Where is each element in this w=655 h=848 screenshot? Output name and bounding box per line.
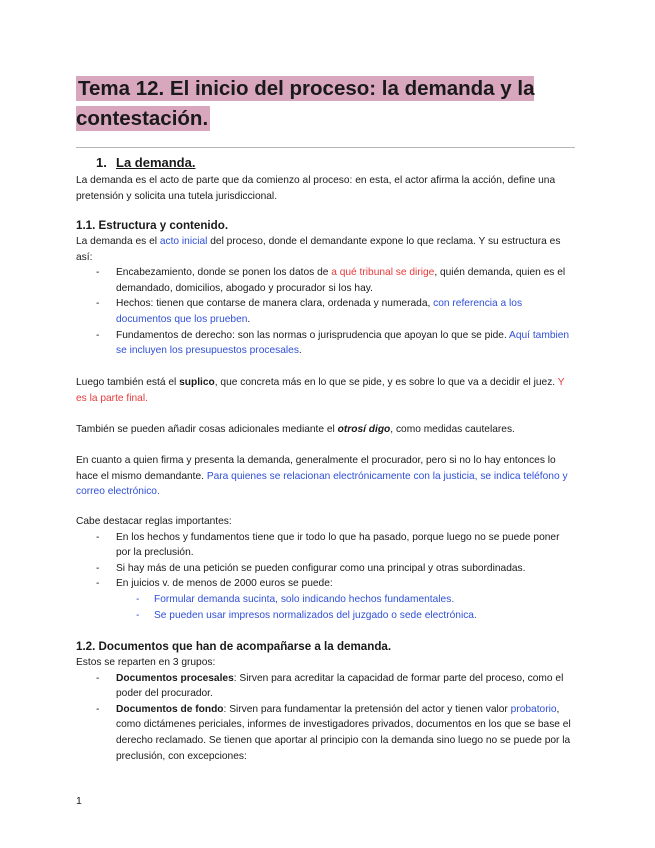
paragraph-highlight: Para quienes se relacionan electrónicamente con la justicia, se indica teléfono y correo electrónico.: [76, 470, 568, 498]
rules-block: [76, 514, 576, 623]
subsection-1-1-intro: [76, 234, 576, 265]
list-item: [76, 702, 576, 764]
list-item: [76, 576, 576, 623]
firma-paragraph-block: [76, 453, 576, 500]
suplico-paragraph-block: [76, 375, 576, 406]
suplico-paragraph: [76, 375, 576, 406]
section-1-heading: [96, 155, 195, 170]
page-number: 1: [76, 795, 82, 807]
item-highlight: probatorio: [510, 703, 557, 715]
subsection-1-1: [76, 218, 576, 359]
otrosi-term: otrosí digo: [337, 424, 391, 435]
item-term: Documentos procesales: [116, 672, 234, 684]
list-item: [76, 328, 576, 359]
paragraph-text: También se pueden añadir cosas adicionales mediante el: [76, 424, 338, 435]
item-text-end: .: [298, 345, 302, 357]
subsection-1-1-heading: 1.1. Estructura y contenido.: [76, 219, 229, 232]
documents-list: [76, 671, 576, 765]
item-text: : Sirven para acreditar la capacidad de formar parte del proceso, como el poder del procurador.: [116, 672, 564, 700]
section-1-intro: La demanda es el acto de parte que da comienzo al proceso: en esta, el actor afirma la acción, define una pretensión y solicita una tutela jurisdiccional.: [76, 175, 556, 202]
intro-text-end: del proceso, donde el demandante expone lo que reclama. Y su estructura es así:: [76, 236, 561, 263]
paragraph-text: , como medidas cautelares.: [390, 424, 515, 435]
section-1-title: La demanda.: [116, 155, 196, 170]
list-item: [76, 265, 576, 296]
item-text: Hechos: tienen que contarse de manera clara, ordenada y numerada,: [116, 298, 434, 310]
otrosi-paragraph-block: [76, 422, 576, 438]
rules-intro: Cabe destacar reglas importantes:: [76, 516, 232, 527]
subrules-list: [116, 592, 576, 623]
structure-list: [76, 265, 576, 359]
firma-paragraph: [76, 453, 576, 500]
otrosi-paragraph: [76, 422, 576, 438]
item-text-end: , quién demanda, quien es el demandado, domicilios, abogado y procurador si los hay.: [116, 267, 566, 294]
item-text: : Sirven para fundamentar la pretensión del actor y tienen valor: [223, 703, 511, 715]
list-item: - En los hechos y fundamentos tiene que ir todo lo que ha pasado, porque luego no se puede poner por la preclusión.: [76, 530, 576, 561]
subsection-1-2-heading: 1.2. Documentos que han de acompañarse a la demanda.: [76, 640, 392, 653]
paragraph-text: Luego también está el: [76, 377, 180, 388]
list-item: - Si hay más de una petición se pueden configurar como una principal y otras subordinadas.: [76, 561, 576, 577]
item-text: En juicios v. de menos de 2000 euros se puede:: [116, 578, 333, 590]
item-text-end: , como dictámenes periciales, informes de investigadores privados, documentos en los que se base el derecho reclamado. Se tienen que aportar al principio con la demanda sino luego no se puede por la preclusión, con excepciones:: [116, 703, 571, 762]
intro-highlight: acto inicial: [159, 236, 208, 247]
intro-text: La demanda es el: [76, 236, 160, 247]
rules-list: [76, 530, 576, 624]
item-text: Encabezamiento, donde se ponen los datos de: [116, 267, 332, 279]
sublist-item: - Formular demanda sucinta, solo indicando hechos fundamentales.: [116, 592, 576, 608]
page-title: [76, 74, 576, 134]
title-highlight: Tema 12. El inicio del proceso: la demanda y la contestación.: [76, 77, 535, 130]
section-1-intro-block: [76, 173, 576, 204]
item-text-end: .: [247, 313, 251, 325]
list-item: [76, 296, 576, 327]
section-1-number: 1.: [96, 155, 107, 170]
suplico-term: suplico: [179, 377, 215, 388]
title-divider: [76, 147, 575, 148]
paragraph-highlight: Y es la parte final.: [76, 377, 565, 404]
item-text: Fundamentos de derecho: son las normas o jurisprudencia que apoyan lo que se pide.: [116, 329, 510, 341]
subsection-1-2-intro: Estos se reparten en 3 grupos:: [76, 657, 216, 668]
sublist-item: - Se pueden usar impresos normalizados del juzgado o sede electrónica.: [116, 608, 576, 624]
paragraph-text: , que concreta más en lo que se pide, y es sobre lo que va a decidir el juez.: [214, 377, 558, 388]
item-highlight: con referencia a los documentos que los prueben: [116, 298, 523, 325]
item-highlight: Aquí tambien se incluyen los presupuestos procesales: [116, 329, 570, 357]
paragraph-text: En cuanto a quien firma y presenta la demanda, generalmente el procurador, pero si no lo hay entonces lo hace el mismo demandante.: [76, 455, 556, 482]
subsection-1-2: [76, 639, 576, 764]
item-term: Documentos de fondo: [116, 703, 224, 715]
item-highlight: a qué tribunal se dirige: [331, 267, 435, 279]
list-item: [76, 671, 576, 702]
